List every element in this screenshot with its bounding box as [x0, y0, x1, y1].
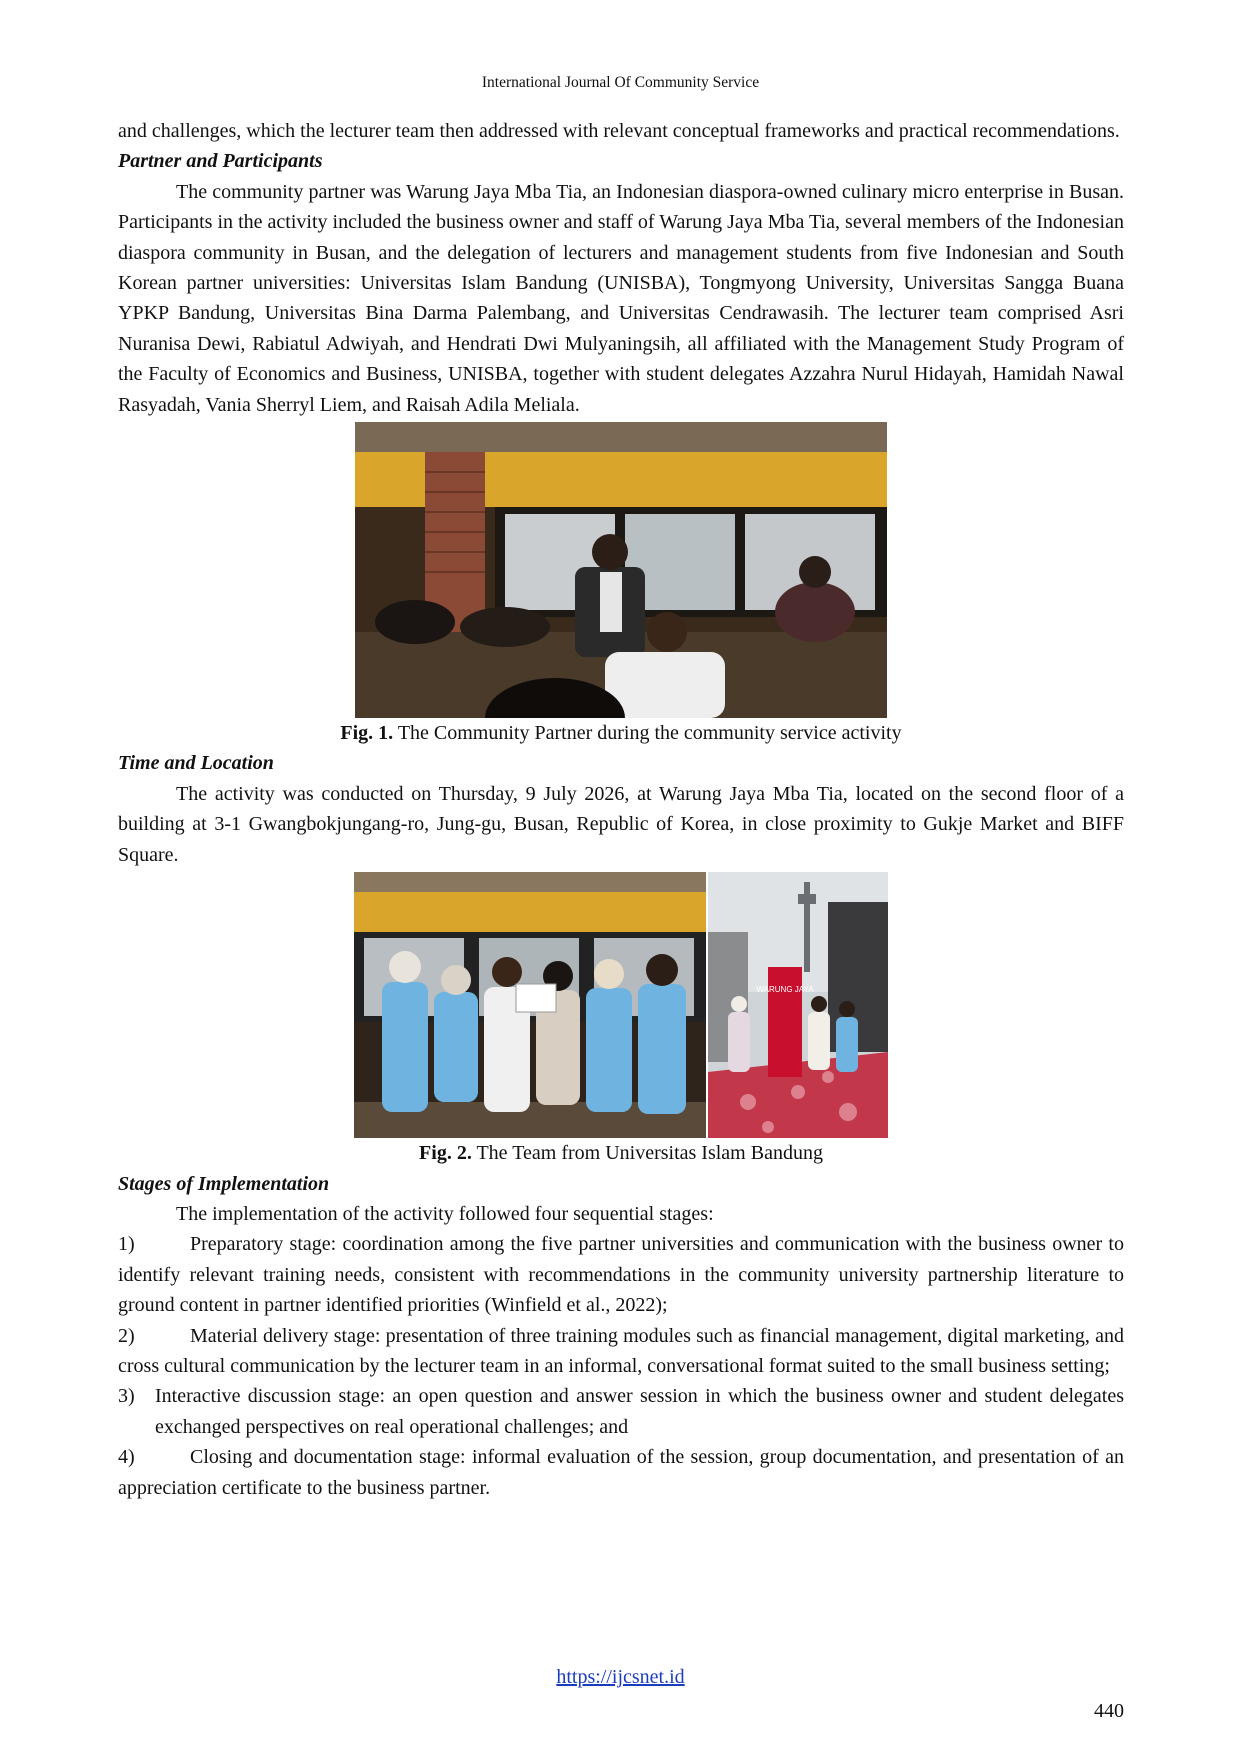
page-body [118, 116, 1124, 1503]
street-photo [708, 872, 888, 1138]
stages-intro: The implementation of the activity followed four sequential stages: [176, 1202, 714, 1225]
figure-2-caption-text: The Team from Universitas Islam Bandung [476, 1142, 823, 1165]
figure-1-caption-text: The Community Partner during the community service activity [397, 722, 902, 745]
stage-number-3: 3) [118, 1385, 135, 1408]
journal-url-link[interactable]: https://ijcsnet.id [556, 1666, 685, 1688]
sign-text: WARUNG JAYA [756, 985, 814, 995]
stage-item-4 [118, 1442, 1124, 1503]
figure-2-photo-left [354, 872, 706, 1138]
figure-2-label: Fig. 2. [419, 1142, 472, 1165]
stage-number-1: 1) [118, 1233, 135, 1256]
stage-item-2 [118, 1321, 1124, 1382]
figure-1 [118, 422, 1124, 718]
figure-2 [118, 872, 1124, 1138]
partner-paragraph: The community partner was Warung Jaya Mba Tia, an Indonesian diaspora-owned culinary micro enterprise in Busan. Participants in the activity included the business owner and staff of Warung Jaya Mba Tia, several members of the Indonesian diaspora community in Busan, and the delegation of lecturers and management students from five Indonesian and South Korean partner universities: Universitas Islam Bandung (UNISBA), Tongmyong University, Universitas Sangga Buana YPKP Bandung, Universitas Bina Darma Palembang, and Universitas Cendrawasih. The lecturer team comprised Asri Nuranisa Dewi, Rabiatul Adwiyah, and Hendrati Dwi Mulyaningsih, all affiliated with the Management Study Program of the Faculty of Economics and Business, UNISBA, together with student delegates Azzahra Nurul Hidayah, Hamidah Nawal Rasyadah, Vania Sherryl Liem, and Raisah Adila Meliala. [118, 180, 1124, 416]
stage-item-3 [118, 1381, 1124, 1442]
figure-2-caption [118, 1138, 1124, 1168]
stage-text-1: Preparatory stage: coordination among the five partner universities and communication with the business owner to identify relevant training needs, consistent with recommendations in the community university partnership literature to ground content in partner identified priorities (Winfield et al., 2022); [118, 1233, 1124, 1317]
time-paragraph: The activity was conducted on Thursday, 9 July 2026, at Warung Jaya Mba Tia, located on the second floor of a building at 3-1 Gwangbokjungang-ro, Jung-gu, Busan, Republic of Korea, in close proximity to Gukje Market and BIFF Square. [118, 782, 1124, 866]
stage-text-2: Material delivery stage: presentation of three training modules such as financial management, digital marketing, and cross cultural communication by the lecturer team in an informal, conversational format suited to the small business setting; [118, 1324, 1124, 1377]
stage-number-2: 2) [118, 1324, 135, 1347]
figure-1-caption [118, 718, 1124, 748]
figure-1-photo [355, 422, 887, 718]
stage-text-3: Interactive discussion stage: an open question and answer session in which the business owner and student delegates exchanged perspectives on real operational challenges; and [155, 1385, 1124, 1438]
restaurant-photo [355, 422, 887, 718]
stage-number-4: 4) [118, 1446, 135, 1469]
page-number: 440 [1094, 1700, 1124, 1722]
time-heading: Time and Location [118, 752, 274, 775]
intro-continuation: and challenges, which the lecturer team then addressed with relevant conceptual frameworks and practical recommendations. [118, 120, 1120, 142]
stage-item-1 [118, 1229, 1124, 1320]
stage-text-4: Closing and documentation stage: informal evaluation of the session, group documentation, and presentation of an appreciation certificate to the business partner. [118, 1446, 1124, 1499]
figure-2-photo-right [708, 872, 888, 1138]
stages-heading: Stages of Implementation [118, 1172, 330, 1195]
running-header: International Journal Of Community Service [481, 74, 760, 91]
team-photo [354, 872, 706, 1138]
figure-1-label: Fig. 1. [340, 722, 394, 745]
partner-heading: Partner and Participants [118, 150, 323, 173]
